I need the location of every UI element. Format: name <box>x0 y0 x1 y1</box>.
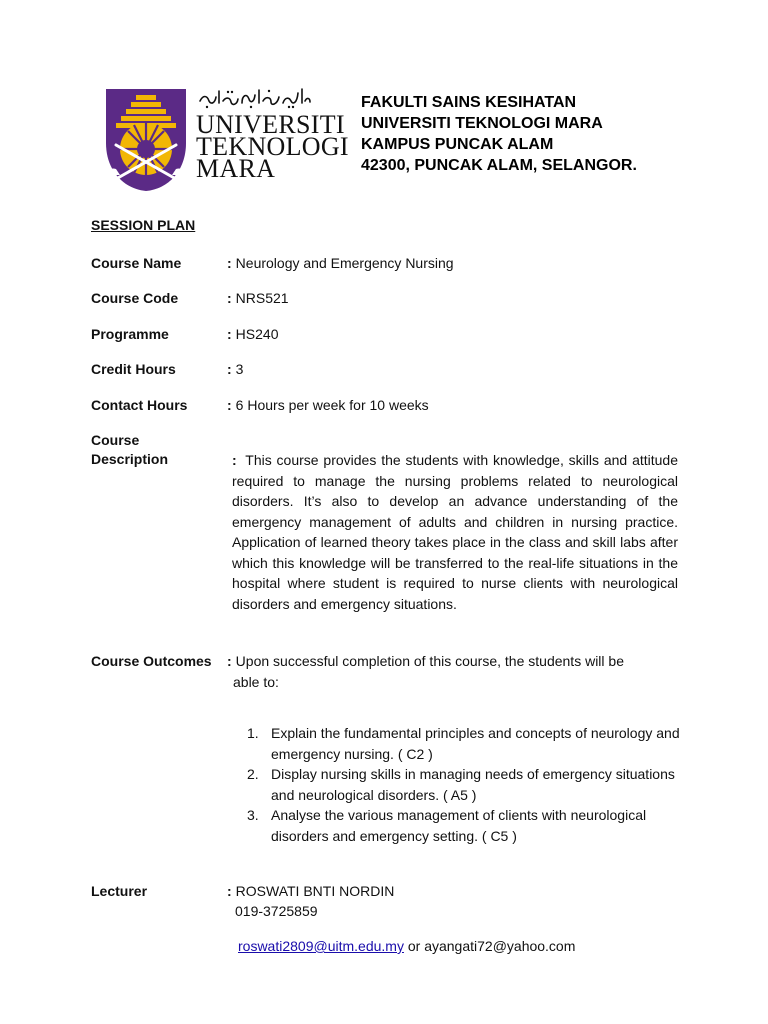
list-item-text: Analyse the various management of clients with neurological disorders and emergency setting. ( C5 ) <box>271 807 647 844</box>
separator-colon: : <box>227 326 232 342</box>
address-line-campus: KAMPUS PUNCAK ALAM <box>361 136 554 153</box>
course-description-value: This course provides the students with knowledge, skills and attitude required to manage the nursing problems related to neurological disorders. It’s also to develop an advance understanding of the emergency management of adults and children in nursing practice. Application of learned theory takes place in the class and skill labs after which this knowledge will be transferred to the real-life situations in the hospital where student is required to nurse clients with neurological disorders and emergency situations. <box>232 452 678 612</box>
separator-colon: : <box>227 653 232 669</box>
email-secondary: ayangati72@yahoo.com <box>424 938 576 954</box>
list-item-number: 3. <box>247 807 259 823</box>
course-code-row <box>227 288 289 308</box>
separator-colon: : <box>227 397 232 413</box>
list-item-text: Explain the fundamental principles and concepts of neurology and emergency nursing. ( C2 ) <box>271 725 680 762</box>
lecturer-row <box>227 881 394 901</box>
list-item <box>247 723 687 764</box>
list-item-number: 1. <box>247 725 259 741</box>
course-outcomes-intro <box>227 651 667 692</box>
lecturer-label: Lecturer <box>91 883 148 899</box>
lecturer-phone: 019-3725859 <box>235 903 318 919</box>
course-name-label: Course Name <box>91 255 182 271</box>
logo-text-universiti: UNIVERSITI <box>196 110 345 139</box>
course-code-label: Course Code <box>91 290 179 306</box>
separator-colon: : <box>227 255 232 271</box>
contact-hours-value: 6 Hours per week for 10 weeks <box>235 397 429 413</box>
course-description-label-line2: Description <box>91 451 169 467</box>
uitm-logo-emblem <box>104 87 188 193</box>
separator-colon: : <box>232 452 237 468</box>
jawi-script-logotype <box>197 85 312 109</box>
address-line-postcode: 42300, PUNCAK ALAM, SELANGOR. <box>361 157 637 174</box>
list-item-number: 2. <box>247 766 259 782</box>
lecturer-name: ROSWATI BNTI NORDIN <box>235 883 395 899</box>
list-item <box>247 764 687 805</box>
credit-hours-row <box>227 359 243 379</box>
course-name-row <box>227 253 454 273</box>
email-link-primary[interactable]: roswati2809@uitm.edu.my <box>238 938 404 954</box>
separator-colon: : <box>227 361 232 377</box>
course-outcomes-label: Course Outcomes <box>91 653 212 669</box>
lecturer-email-line <box>238 936 575 956</box>
contact-hours-row <box>227 395 429 415</box>
credit-hours-label: Credit Hours <box>91 361 176 377</box>
separator-colon: : <box>227 883 232 899</box>
course-description-text-block <box>232 450 678 614</box>
course-outcomes-intro-line1: Upon successful completion of this course, the students will be <box>235 653 624 669</box>
contact-hours-label: Contact Hours <box>91 397 188 413</box>
programme-row <box>227 324 278 344</box>
programme-label: Programme <box>91 326 169 342</box>
address-line-faculty: FAKULTI SAINS KESIHATAN <box>361 94 577 111</box>
course-outcomes-list <box>247 723 687 846</box>
address-line-university: UNIVERSITI TEKNOLOGI MARA <box>361 115 603 132</box>
logo-text-mara: MARA <box>196 154 276 183</box>
credit-hours-value: 3 <box>235 361 244 377</box>
faculty-address-block <box>361 92 637 176</box>
session-plan-title: SESSION PLAN <box>91 217 196 233</box>
course-code-value: NRS521 <box>235 290 289 306</box>
list-item-text: Display nursing skills in managing needs of emergency situations and neurological disorders. ( A5 ) <box>271 766 675 803</box>
course-description-label-line1: Course <box>91 432 140 448</box>
separator-colon: : <box>227 290 232 306</box>
course-name-value: Neurology and Emergency Nursing <box>235 255 454 271</box>
list-item <box>247 805 687 846</box>
course-outcomes-intro-line2: able to: <box>233 673 279 690</box>
logo-text-teknologi: TEKNOLOGI <box>196 132 349 161</box>
email-connector: or <box>403 938 425 954</box>
programme-value: HS240 <box>235 326 279 342</box>
